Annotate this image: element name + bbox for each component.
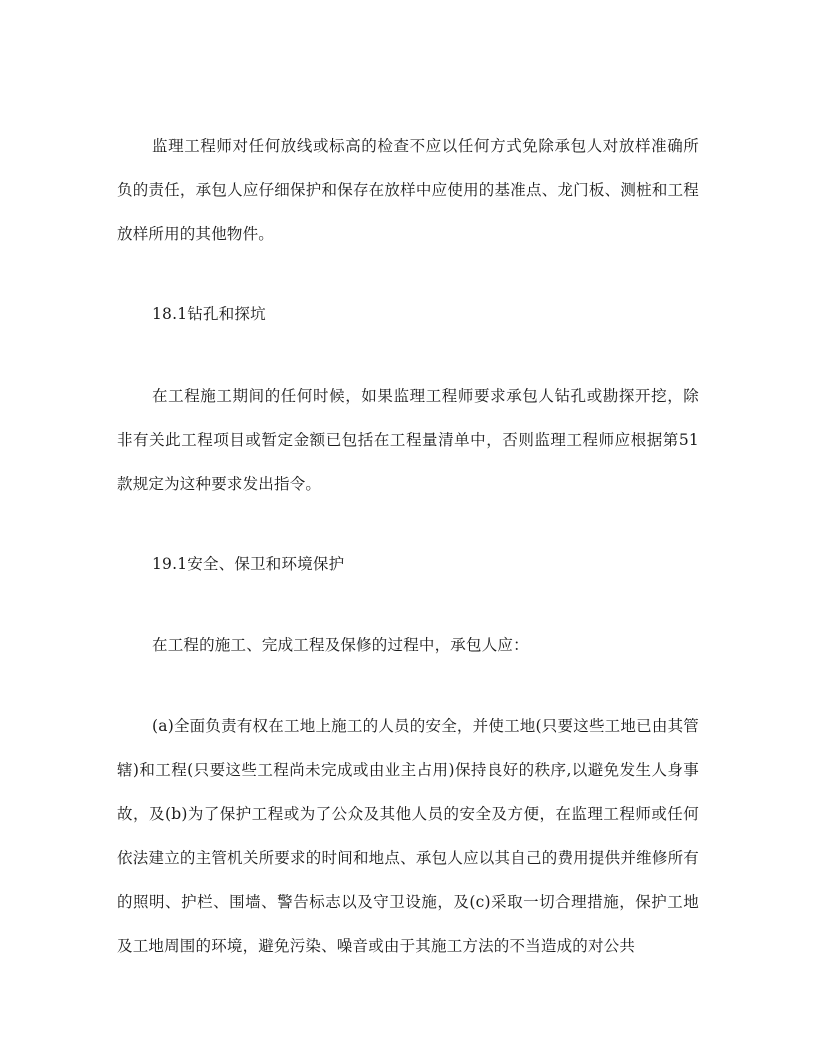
section-heading-18-1: 18.1钻孔和探坑: [152, 305, 266, 323]
paragraph-safety-obligations: (a)全面负责有权在工地上施工的人员的安全，并使工地(只要这些工地已由其管辖)和工程(只要这些工程尚未完成或由业主占用)保持良好的秩序,以避免发生人身事故，及(b)为了保护工程或为了公众及其他人员的安全及方便，在监理工程师或任何依法建立的主管机关所要求的时间和地点、承包人应以其自己的费用提供并维修所有的照明、护栏、围墙、警告标志以及守卫设施，及(c)采取一切合理措施，保护工地及工地周围的环境，避免污染、噪音或由于其施工方法的不当造成的对公共: [117, 717, 699, 955]
paragraph-drilling-instructions: 在工程施工期间的任何时候，如果监理工程师要求承包人钻孔或勘探开挖，除非有关此工程项目或暂定金额已包括在工程量清单中，否则监理工程师应根据第51款规定为这种要求发出指令。: [117, 387, 699, 493]
section-heading-19-1: 19.1安全、保卫和环境保护: [152, 555, 345, 573]
paragraph-contractor-duties-intro: 在工程的施工、完成工程及保修的过程中，承包人应：: [152, 636, 529, 654]
paragraph-setting-out-responsibility: 监理工程师对任何放线或标高的检查不应以任何方式免除承包人对放样准确所负的责任，承包人应仔细保护和保存在放样中应使用的基准点、龙门板、测桩和工程放样所用的其他物件。: [117, 137, 699, 243]
